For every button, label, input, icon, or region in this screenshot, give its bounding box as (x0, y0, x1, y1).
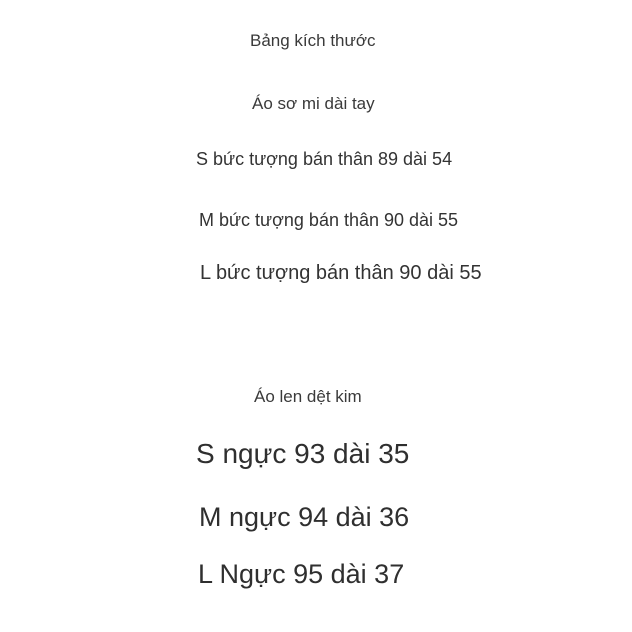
size-row-m: M bức tượng bán thân 90 dài 55 (199, 210, 459, 230)
size-row-m: M ngực 94 dài 36 (199, 502, 410, 532)
section-heading-knit: Áo len dệt kim (254, 387, 362, 406)
size-row-l: L bức tượng bán thân 90 dài 55 (200, 262, 482, 284)
section-heading-shirt: Áo sơ mi dài tay (252, 94, 375, 113)
page-title: Bảng kích thước (250, 31, 376, 50)
size-row-s: S bức tượng bán thân 89 dài 54 (196, 149, 453, 169)
size-row-s: S ngực 93 dài 35 (196, 438, 410, 469)
size-row-l: L Ngực 95 dài 37 (198, 559, 405, 589)
